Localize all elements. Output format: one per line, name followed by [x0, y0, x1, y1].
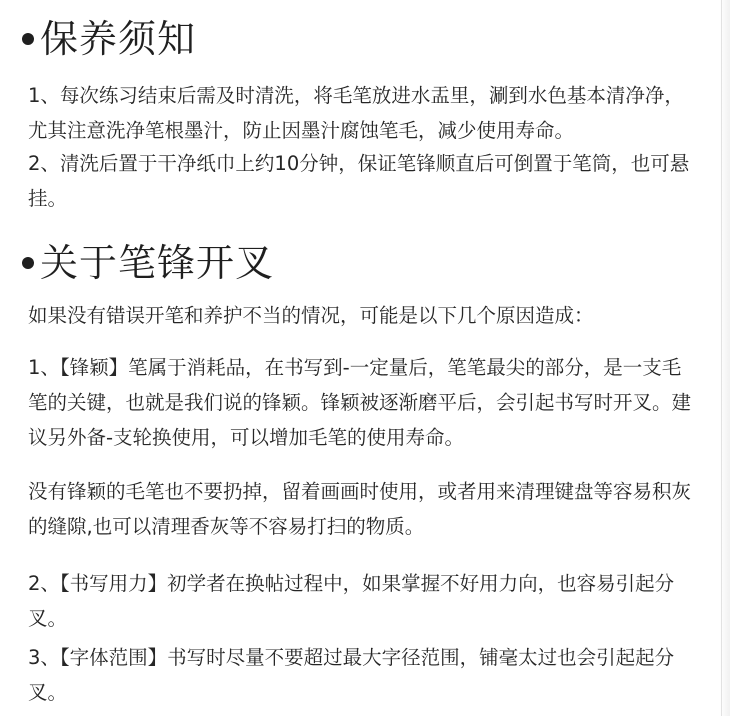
split-note-paragraph: 没有锋颖的毛笔也不要扔掉，留着画画时使用，或者用来清理键盘等容易积灰的缝隙,也可以清理香灰等不容易打扫的物质。 [28, 480, 692, 538]
bullet-dot [22, 33, 34, 45]
section-heading-care [22, 16, 196, 62]
split-reason-1-paragraph: 1、【锋颖】笔属于消耗品，在书写到-一定量后，笔笔最尖的部分，是一支毛笔的关键，也就是我们说的锋颖。锋颖被逐渐磨平后，会引起书写时开叉。建议另外备-支轮换使用，可以增加毛笔的使用寿命。 [28, 356, 692, 449]
care-paragraph-1: 1、每次练习结束后需及时清洗，将毛笔放进水盂里，涮到水色基本清净净，尤其注意洗净笔根墨汁，防止因墨汁腐蚀笔毛，减少使用寿命。 [28, 84, 684, 142]
section-heading-split-tip-text: 关于笔锋开叉 [40, 241, 275, 285]
split-reason-3-paragraph: 3、【字体范围】书写时尽量不要超过最大字径范围，铺毫太过也会引起起分叉。 [28, 646, 675, 704]
page-edge-line [721, 0, 722, 716]
bullet-dot [22, 257, 34, 269]
split-reason-2-paragraph: 2、【书写用力】初学者在换帖过程中，如果掌握不好用力向，也容易引起分叉。 [28, 572, 675, 630]
section-heading-split-tip [22, 240, 274, 286]
section-heading-care-text: 保养须知 [40, 17, 197, 61]
split-intro-paragraph: 如果没有错误开笔和养护不当的情况，可能是以下几个原因造成： [28, 304, 594, 327]
care-paragraph-2: 2、清洗后置于干净纸巾上约10分钟，保证笔锋顺直后可倒置于笔筒，也可悬挂。 [28, 152, 690, 210]
